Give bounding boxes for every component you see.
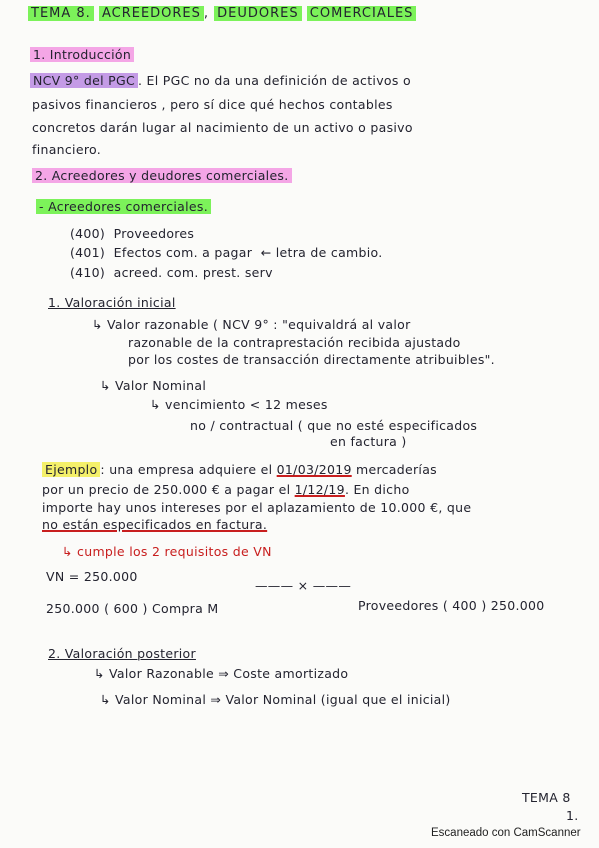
ejemplo-label: Ejemplo: [42, 462, 100, 477]
title-part3: COMERCIALES: [307, 6, 417, 21]
account-row: (401) Efectos com. a pagar ← letra de cambio.: [70, 245, 383, 260]
title-part1: ACREEDORES: [99, 6, 204, 21]
vr-line1: ↳ Valor razonable ( NCV 9° : "equivaldrá al valor: [92, 317, 411, 332]
posterior-vr: ↳ Valor Razonable ⇒ Coste amortizado: [94, 666, 349, 681]
section2-subheading: - Acreedores comerciales.: [36, 199, 211, 214]
section2-heading: 2. Acreedores y deudores comerciales.: [32, 168, 292, 183]
ejemplo-line1: Ejemplo : una empresa adquiere el 01/03/2019 mercaderías: [42, 462, 437, 477]
section1-line4: financiero.: [32, 142, 101, 157]
vn-condition-1: ↳ vencimiento < 12 meses: [150, 397, 328, 412]
journal-credit: Proveedores ( 400 ) 250.000: [358, 598, 545, 613]
posterior-vn: ↳ Valor Nominal ⇒ Valor Nominal (igual que el inicial): [100, 692, 451, 707]
ejemplo-line3: importe hay unos intereses por el aplazamiento de 10.000 €, que: [42, 500, 472, 515]
vr-line3: por los costes de transacción directamente atribuibles".: [128, 352, 495, 367]
journal-separator: ——— × ———: [255, 578, 352, 593]
account-row: (410) acreed. com. prest. serv: [70, 265, 273, 280]
valoracion-inicial-heading: 1. Valoración inicial: [48, 295, 176, 310]
footer-page-number: 1.: [566, 808, 579, 823]
camscanner-watermark: Escaneado con CamScanner: [431, 827, 581, 839]
date-purchase: 01/03/2019: [276, 462, 352, 477]
vn-condition-2-cont: en factura ): [330, 434, 407, 449]
title-tema: TEMA 8.: [28, 6, 94, 21]
section1-line1: NCV 9° del PGC . El PGC no da una definición de activos o: [30, 73, 411, 88]
account-row: (400) Proveedores: [70, 226, 195, 241]
journal-debit: 250.000 ( 600 ) Compra M: [46, 601, 219, 616]
vn-line: ↳ Valor Nominal: [100, 378, 207, 393]
title-part2: DEUDORES: [214, 6, 301, 21]
footer-tema: TEMA 8: [522, 790, 571, 805]
vn-condition-2: no ∕ contractual ( que no esté especificados: [190, 418, 478, 433]
valoracion-posterior-heading: 2. Valoración posterior: [48, 646, 196, 661]
vn-value: VN = 250.000: [46, 569, 138, 584]
ejemplo-line4: no están especificados en factura.: [42, 517, 268, 532]
ejemplo-line2: por un precio de 250.000 € a pagar el 1/12/19. En dicho: [42, 482, 410, 497]
vr-line2: razonable de la contraprestación recibida ajustado: [128, 335, 461, 350]
section1-line2: pasivos financieros , pero sí dice qué hechos contables: [32, 97, 393, 112]
section1-line3: concretos darán lugar al nacimiento de un activo o pasivo: [32, 120, 413, 135]
page-title: TEMA 8. ACREEDORES , DEUDORES COMERCIALES: [28, 6, 416, 21]
date-payment: 1/12/19: [294, 482, 345, 497]
cumple-note: ↳ cumple los 2 requisitos de VN: [62, 544, 272, 559]
section1-heading: 1. Introducción: [30, 47, 134, 62]
ncv-tag: NCV 9° del PGC: [30, 73, 138, 88]
